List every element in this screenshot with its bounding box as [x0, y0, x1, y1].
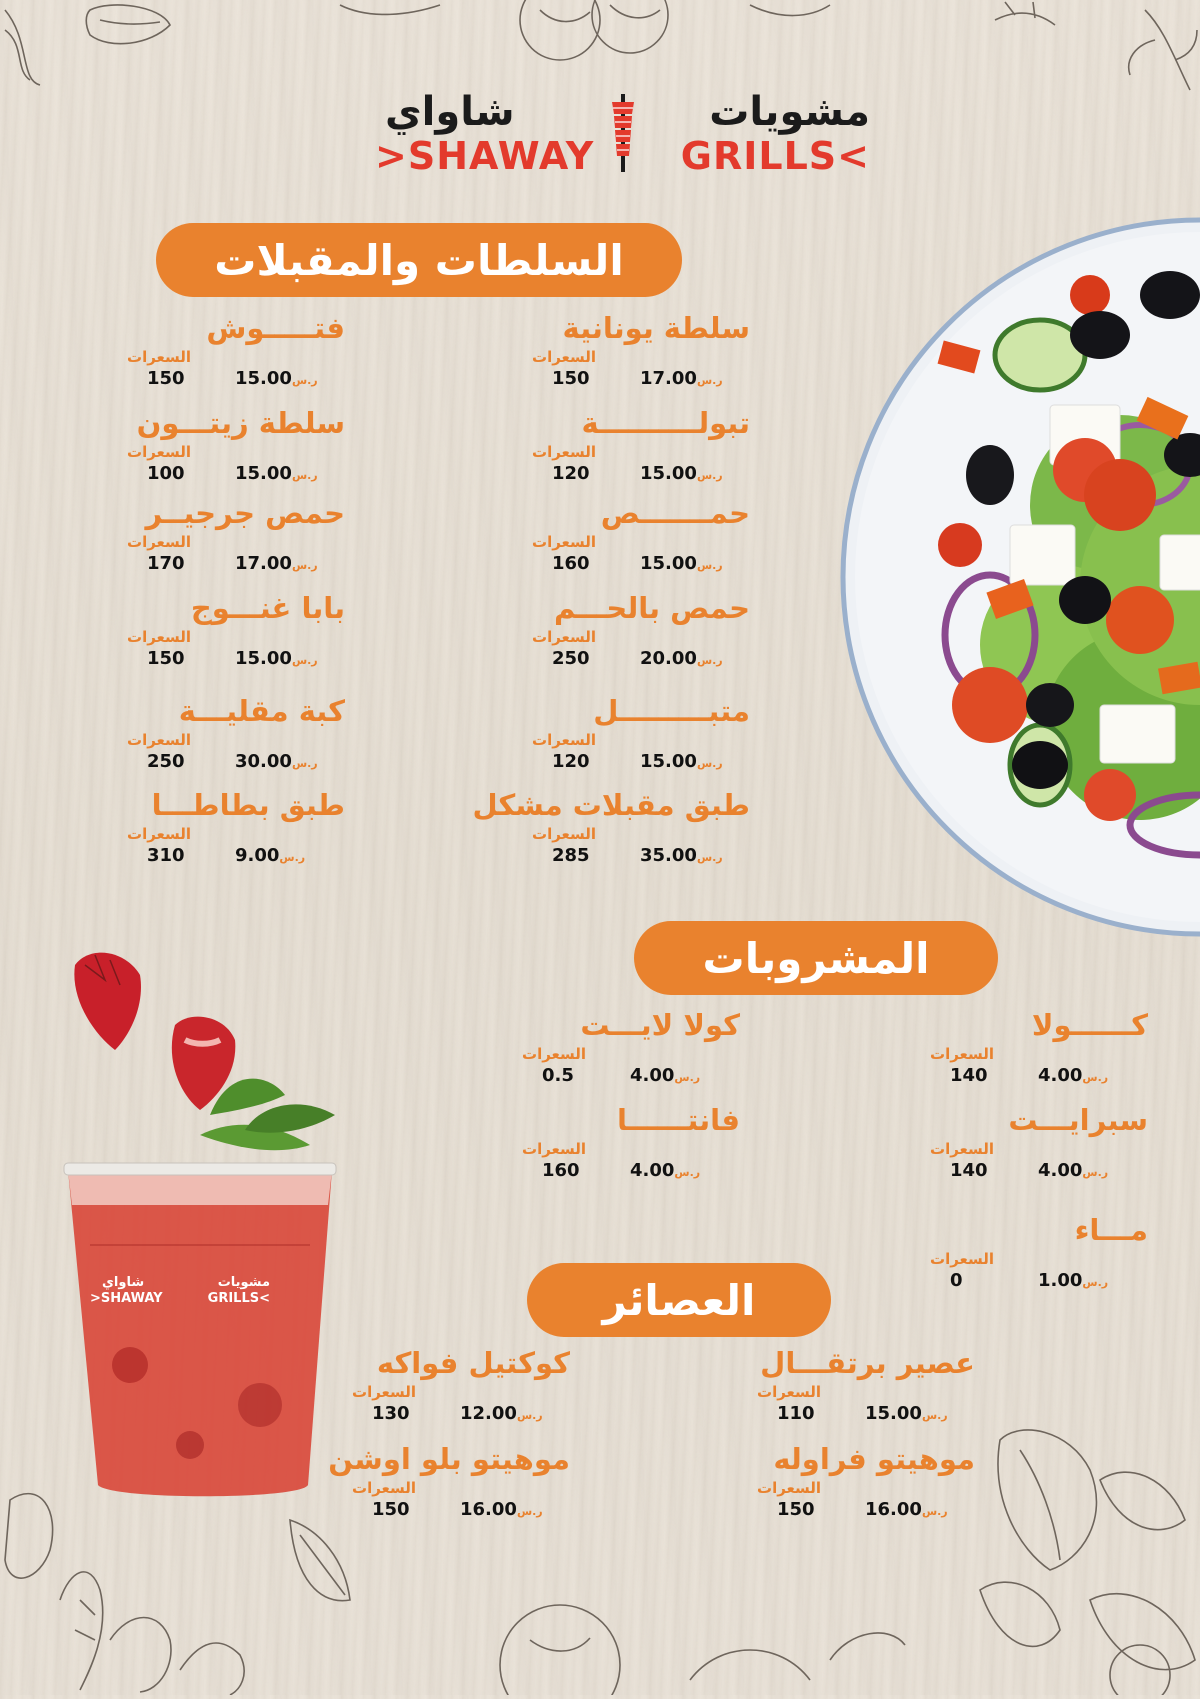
calories-label: السعرات	[532, 731, 597, 749]
item-calories: 140	[950, 1065, 988, 1086]
item-name: عصير برتقـــال	[760, 1346, 975, 1380]
item-calories: 120	[552, 463, 590, 484]
cup-logo-english-grills: GRILLS<	[207, 1291, 270, 1306]
calories-label: السعرات	[127, 348, 192, 366]
calories-label: السعرات	[532, 348, 597, 366]
item-calories: 160	[552, 553, 590, 574]
calories-label: السعرات	[532, 825, 597, 843]
item-name: كــــــولا	[1031, 1008, 1148, 1042]
item-name: كولا لايـــت	[580, 1008, 740, 1042]
strawberry-mojito-cup-image	[60, 945, 350, 1505]
item-price-value: 15.00	[640, 463, 697, 484]
cup-logo-arabic-grills: مشويات	[217, 1275, 270, 1290]
item-name: تبولــــــــــة	[581, 406, 750, 440]
item-calories: 100	[147, 463, 185, 484]
calories-label: السعرات	[930, 1250, 995, 1268]
herb-sketch-top-right	[975, 0, 1200, 100]
item-name: بابا غنـــوج	[190, 591, 345, 625]
calories-label: السعرات	[127, 628, 192, 646]
menu-item	[510, 1102, 740, 1192]
calories-label: السعرات	[522, 1045, 587, 1063]
item-name: فتـــــوش	[206, 311, 345, 345]
currency-icon: ر.س	[291, 374, 318, 387]
item-price-value: 4.00	[630, 1065, 675, 1086]
calories-label: السعرات	[757, 1383, 822, 1401]
menu-item	[918, 1212, 1148, 1302]
shawarma-skewer-icon	[608, 94, 638, 172]
item-name: متبـــــــــل	[593, 694, 750, 728]
item-name: حمـــــــص	[600, 496, 750, 530]
item-calories: 120	[552, 751, 590, 772]
item-price	[640, 751, 728, 772]
item-name: سبرايـــت	[1008, 1103, 1148, 1137]
item-calories: 140	[950, 1160, 988, 1181]
item-price	[640, 845, 728, 866]
menu-item	[472, 787, 750, 877]
item-name: كبة مقليـــة	[178, 694, 345, 728]
item-price-value: 15.00	[235, 368, 292, 389]
item-price	[865, 1499, 953, 1520]
item-price	[640, 368, 728, 389]
item-price-value: 20.00	[640, 648, 697, 669]
menu-item	[520, 693, 750, 783]
calories-label: السعرات	[757, 1479, 822, 1497]
item-calories: 150	[147, 368, 185, 389]
item-calories: 150	[777, 1499, 815, 1520]
vegetable-sketch-top-left	[0, 0, 190, 90]
item-price-value: 17.00	[235, 553, 292, 574]
item-price-value: 15.00	[865, 1403, 922, 1424]
item-price-value: 16.00	[460, 1499, 517, 1520]
item-price	[460, 1499, 548, 1520]
currency-icon: ر.س	[921, 1409, 948, 1422]
calories-label: السعرات	[127, 443, 192, 461]
greek-salad-plate-image	[840, 205, 1200, 945]
currency-icon: ر.س	[516, 1505, 543, 1518]
menu-item	[340, 1345, 570, 1435]
logo-arabic-shaway: شاواي	[385, 89, 515, 135]
item-price-value: 30.00	[235, 751, 292, 772]
item-price-value: 15.00	[640, 751, 697, 772]
currency-icon: ر.س	[674, 1071, 701, 1084]
menu-item	[745, 1345, 975, 1435]
menu-item	[115, 590, 345, 680]
item-name: سلطة زيتـــون	[136, 406, 345, 440]
logo-english-grills: GRILLS<	[680, 134, 870, 178]
section-header-salads: السلطات والمقبلات	[156, 223, 682, 297]
currency-icon: ر.س	[291, 559, 318, 572]
calories-label: السعرات	[127, 825, 192, 843]
item-calories: 250	[552, 648, 590, 669]
item-price	[235, 463, 323, 484]
cup-logo	[90, 1275, 270, 1315]
currency-icon: ر.س	[674, 1166, 701, 1179]
item-price-value: 4.00	[1038, 1160, 1083, 1181]
currency-icon: ر.س	[696, 757, 723, 770]
item-price-value: 17.00	[640, 368, 697, 389]
currency-icon: ر.س	[291, 469, 318, 482]
currency-icon: ر.س	[696, 374, 723, 387]
menu-item	[115, 693, 345, 783]
item-calories: 170	[147, 553, 185, 574]
item-name: كوكتيل فواكه	[376, 1346, 570, 1380]
item-price-value: 35.00	[640, 845, 697, 866]
item-price-value: 15.00	[235, 463, 292, 484]
logo-english-shaway: >SHAWAY	[375, 134, 595, 178]
menu-item	[115, 495, 345, 585]
item-price	[235, 751, 323, 772]
calories-label: السعرات	[532, 533, 597, 551]
item-price-value: 15.00	[640, 553, 697, 574]
item-name: فانتــــــا	[617, 1103, 740, 1137]
item-calories: 150	[552, 368, 590, 389]
item-calories: 150	[147, 648, 185, 669]
item-price	[235, 845, 310, 866]
calories-label: السعرات	[127, 731, 192, 749]
currency-icon: ر.س	[696, 851, 723, 864]
item-name: حمص جرجيــر	[145, 496, 345, 530]
item-name: موهيتو فراوله	[773, 1442, 975, 1476]
currency-icon: ر.س	[291, 757, 318, 770]
item-price	[460, 1403, 548, 1424]
currency-icon: ر.س	[1082, 1166, 1109, 1179]
item-price-value: 4.00	[630, 1160, 675, 1181]
item-calories: 0	[950, 1270, 963, 1291]
calories-label: السعرات	[532, 628, 597, 646]
currency-icon: ر.س	[291, 654, 318, 667]
item-price-value: 15.00	[235, 648, 292, 669]
menu-item	[520, 590, 750, 680]
item-price	[235, 553, 323, 574]
menu-item	[745, 1441, 975, 1531]
item-calories: 110	[777, 1403, 815, 1424]
currency-icon: ر.س	[696, 559, 723, 572]
item-price-value: 4.00	[1038, 1065, 1083, 1086]
menu-item	[520, 495, 750, 585]
menu-item	[918, 1007, 1148, 1097]
calories-label: السعرات	[930, 1045, 995, 1063]
item-name: طبق بطاطـــا	[151, 788, 345, 822]
item-price	[630, 1065, 705, 1086]
currency-icon: ر.س	[1082, 1071, 1109, 1084]
item-calories: 310	[147, 845, 185, 866]
item-calories: 130	[372, 1403, 410, 1424]
menu-item	[520, 310, 750, 400]
item-calories: 160	[542, 1160, 580, 1181]
item-price-value: 9.00	[235, 845, 280, 866]
calories-label: السعرات	[522, 1140, 587, 1158]
cup-logo-arabic-shaway: شاواي	[102, 1275, 145, 1290]
menu-item	[520, 405, 750, 495]
currency-icon: ر.س	[696, 469, 723, 482]
item-calories: 285	[552, 845, 590, 866]
item-price-value: 12.00	[460, 1403, 517, 1424]
item-price	[630, 1160, 705, 1181]
currency-icon: ر.س	[516, 1409, 543, 1422]
item-calories: 0.5	[542, 1065, 574, 1086]
item-name: حمص بالحـــم	[553, 591, 750, 625]
currency-icon: ر.س	[696, 654, 723, 667]
cup-logo-english-shaway: >SHAWAY	[90, 1291, 163, 1306]
section-header-drinks: المشروبات	[634, 921, 998, 995]
item-price	[865, 1403, 953, 1424]
item-price	[640, 463, 728, 484]
logo-arabic-grills: مشويات	[709, 89, 870, 135]
currency-icon: ر.س	[279, 851, 306, 864]
item-price	[235, 648, 323, 669]
item-price-value: 16.00	[865, 1499, 922, 1520]
vegetable-sketch-bottom-right	[960, 1420, 1200, 1695]
item-price	[640, 648, 728, 669]
item-price	[235, 368, 323, 389]
menu-item	[510, 1007, 740, 1097]
vegetable-sketch-bottom-center	[490, 1570, 910, 1695]
item-price	[1038, 1065, 1113, 1086]
item-name: طبق مقبلات مشكل	[472, 788, 750, 822]
item-calories: 250	[147, 751, 185, 772]
vegetable-sketch-top-center	[330, 0, 870, 70]
item-price	[1038, 1270, 1113, 1291]
calories-label: السعرات	[532, 443, 597, 461]
menu-item	[115, 310, 345, 400]
item-price	[640, 553, 728, 574]
item-price	[1038, 1160, 1113, 1181]
item-name: موهيتو بلو اوشن	[328, 1442, 570, 1476]
calories-label: السعرات	[352, 1479, 417, 1497]
item-calories: 150	[372, 1499, 410, 1520]
currency-icon: ر.س	[921, 1505, 948, 1518]
item-price-value: 1.00	[1038, 1270, 1083, 1291]
menu-item	[918, 1102, 1148, 1192]
item-name: سلطة يونانية	[562, 311, 750, 345]
calories-label: السعرات	[352, 1383, 417, 1401]
calories-label: السعرات	[930, 1140, 995, 1158]
menu-item	[115, 787, 345, 877]
currency-icon: ر.س	[1082, 1276, 1109, 1289]
menu-item	[328, 1441, 570, 1531]
section-header-juices: العصائر	[527, 1263, 831, 1337]
brand-logo	[375, 90, 870, 180]
item-name: مـــاء	[1074, 1213, 1148, 1247]
calories-label: السعرات	[127, 533, 192, 551]
menu-item	[115, 405, 345, 495]
